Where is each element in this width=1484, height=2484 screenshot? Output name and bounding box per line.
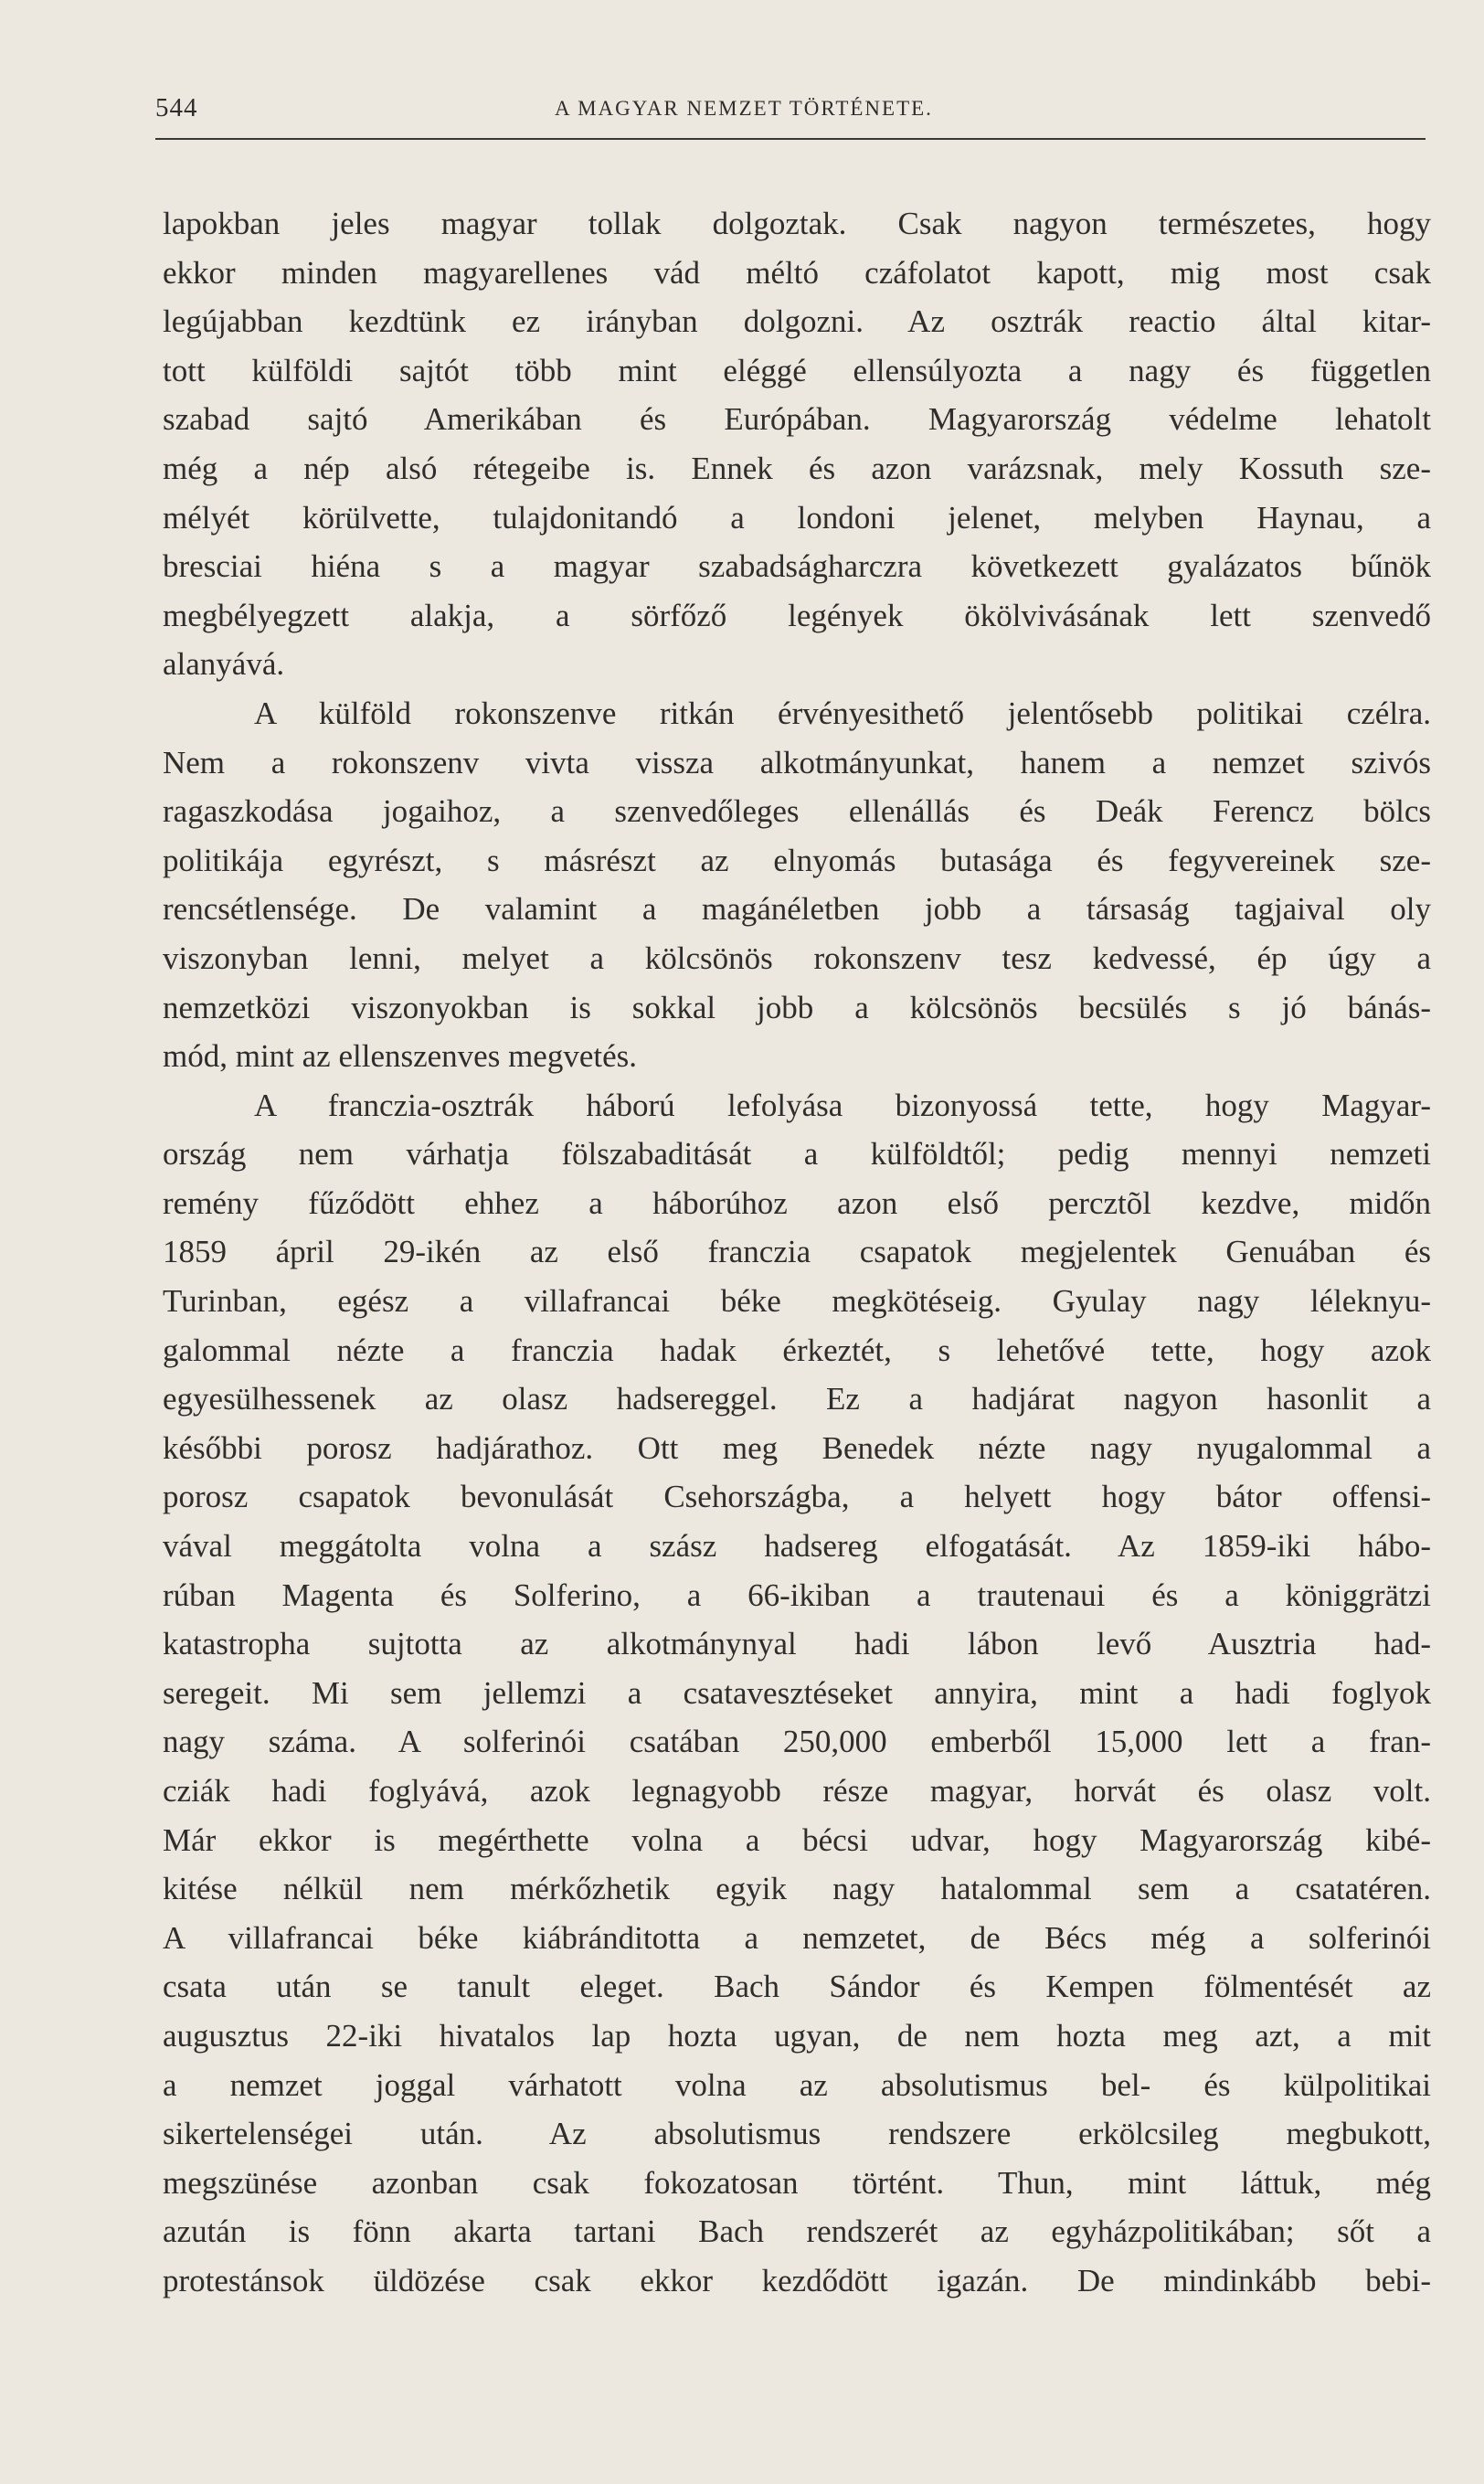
text-line: tott külföldi sajtót több mint eléggé ellensúlyozta a nagy és független [163, 352, 1431, 388]
text-line: viszonyban lenni, melyet a kölcsönös rokonszenv tesz kedvessé, ép úgy a [163, 939, 1431, 976]
text-line: cziák hadi foglyává, azok legnagyobb része magyar, horvát és olasz volt. [163, 1773, 1431, 1809]
text-line: egyesülhessenek az olasz hadsereggel. Ez a hadjárat nagyon hasonlit a [163, 1381, 1431, 1417]
text-line: megszünése azonban csak fokozatosan történt. Thun, mint láttuk, még [163, 2164, 1431, 2201]
text-line: szabad sajtó Amerikában és Európában. Magyarország védelme lehatolt [163, 401, 1431, 438]
text-line: vával meggátolta volna a szász hadsereg elfogatását. Az 1859-iki hábo- [163, 1528, 1431, 1565]
text-line: ország nem várhatja fölszabaditását a külföldtől; pedig mennyi nemzeti [163, 1136, 1431, 1173]
text-line: augusztus 22-iki hivatalos lap hozta ugyan, de nem hozta meg azt, a mit [163, 2017, 1431, 2054]
text-line: alanyává. [163, 646, 285, 683]
text-line: legújabban kezdtünk ez irányban dolgozni. Az osztrák reactio által kitar- [163, 303, 1431, 340]
text-line: lapokban jeles magyar tollak dolgoztak. Csak nagyon természetes, hogy [163, 206, 1431, 241]
text-line: porosz csapatok bevonulását Csehországba, a helyett hogy bátor offensi- [163, 1479, 1431, 1515]
page-header [155, 93, 1426, 137]
page-number: 544 [155, 93, 198, 122]
text-line: kitése nélkül nem mérkőzhetik egyik nagy hatalommal sem a csatatéren. [163, 1871, 1431, 1907]
body-text [163, 199, 1431, 2306]
text-line: A villafrancai béke kiábránditotta a nemzetet, de Bécs még a solferinói [163, 1919, 1431, 1956]
text-line: 1859 ápril 29-ikén az első franczia csapatok megjelentek Genuában és [163, 1234, 1431, 1270]
text-line: bresciai hiéna s a magyar szabadságharczra következett gyalázatos bűnök [163, 548, 1431, 585]
text-line: ragaszkodása jogaihoz, a szenvedőleges ellenállás és Deák Ferencz bölcs [163, 793, 1431, 830]
paragraph-first-line: A franczia-osztrák háború lefolyása bizonyossá tette, hogy Magyar- [254, 1087, 1431, 1123]
text-line: katastropha sujtotta az alkotmánynyal hadi lábon levő Ausztria had- [163, 1626, 1431, 1662]
text-line: nagy száma. A solferinói csatában 250,000 emberből 15,000 lett a fran- [163, 1724, 1431, 1760]
text-line: galommal nézte a franczia hadak érkeztét, s lehetővé tette, hogy azok [163, 1332, 1431, 1368]
text-line: mód, mint az ellenszenves megvetés. [163, 1038, 638, 1075]
text-line: mélyét körülvette, tulajdonitandó a londoni jelenet, melyben Haynau, a [163, 499, 1431, 536]
running-title: A MAGYAR NEMZET TÖRTÉNETE. [555, 97, 933, 120]
text-line: még a nép alsó rétegeibe is. Ennek és azon varázsnak, mely Kossuth sze- [163, 450, 1431, 486]
text-line: csata után se tanult eleget. Bach Sándor és Kempen fölmentését az [163, 1969, 1431, 2005]
text-line: rúban Magenta és Solferino, a 66-ikiban a trautenaui és a königgrätzi [163, 1576, 1431, 1613]
text-line: protestánsok üldözése csak ekkor kezdődött igazán. De mindinkább bebi- [163, 2262, 1431, 2298]
text-line: remény fűződött ehhez a háborúhoz azon első percztõl kezdve, midőn [163, 1184, 1431, 1221]
text-line: seregeit. Mi sem jellemzi a csatavesztéseket annyira, mint a hadi foglyok [163, 1674, 1431, 1711]
text-line: megbélyegzett alakja, a sörfőző legények ökölvivásának lett szenvedő [163, 597, 1431, 633]
text-line: Turinban, egész a villafrancai béke megkötéseig. Gyulay nagy léleknyu- [163, 1283, 1431, 1320]
text-line: ekkor minden magyarellenes vád méltó czáfolatot kapott, mig most csak [163, 254, 1431, 291]
text-line: Nem a rokonszenv vivta vissza alkotmányunkat, hanem a nemzet szivós [163, 744, 1431, 780]
text-line: nemzetközi viszonyokban is sokkal jobb a kölcsönös becsülés s jó bánás- [163, 989, 1431, 1025]
text-line: rencsétlensége. De valamint a magánéletben jobb a társaság tagjaival oly [163, 891, 1431, 928]
header-rule [155, 138, 1426, 140]
text-line: sikertelenségei után. Az absolutismus rendszere erkölcsileg megbukott, [163, 2116, 1431, 2152]
text-line: Már ekkor is megérthette volna a bécsi udvar, hogy Magyarország kibé- [163, 1821, 1431, 1858]
text-line: politikája egyrészt, s másrészt az elnyomás butasága és fegyvereinek sze- [163, 842, 1431, 878]
paragraph-first-line: A külföld rokonszenve ritkán érvényesithető jelentősebb politikai czélra. [254, 695, 1431, 731]
text-line: a nemzet joggal várhatott volna az absolutismus bel- és külpolitikai [163, 2066, 1431, 2103]
text-line: azután is fönn akarta tartani Bach rendszerét az egyházpolitikában; sőt a [163, 2213, 1431, 2250]
text-line: későbbi porosz hadjárathoz. Ott meg Benedek nézte nagy nyugalommal a [163, 1429, 1431, 1466]
